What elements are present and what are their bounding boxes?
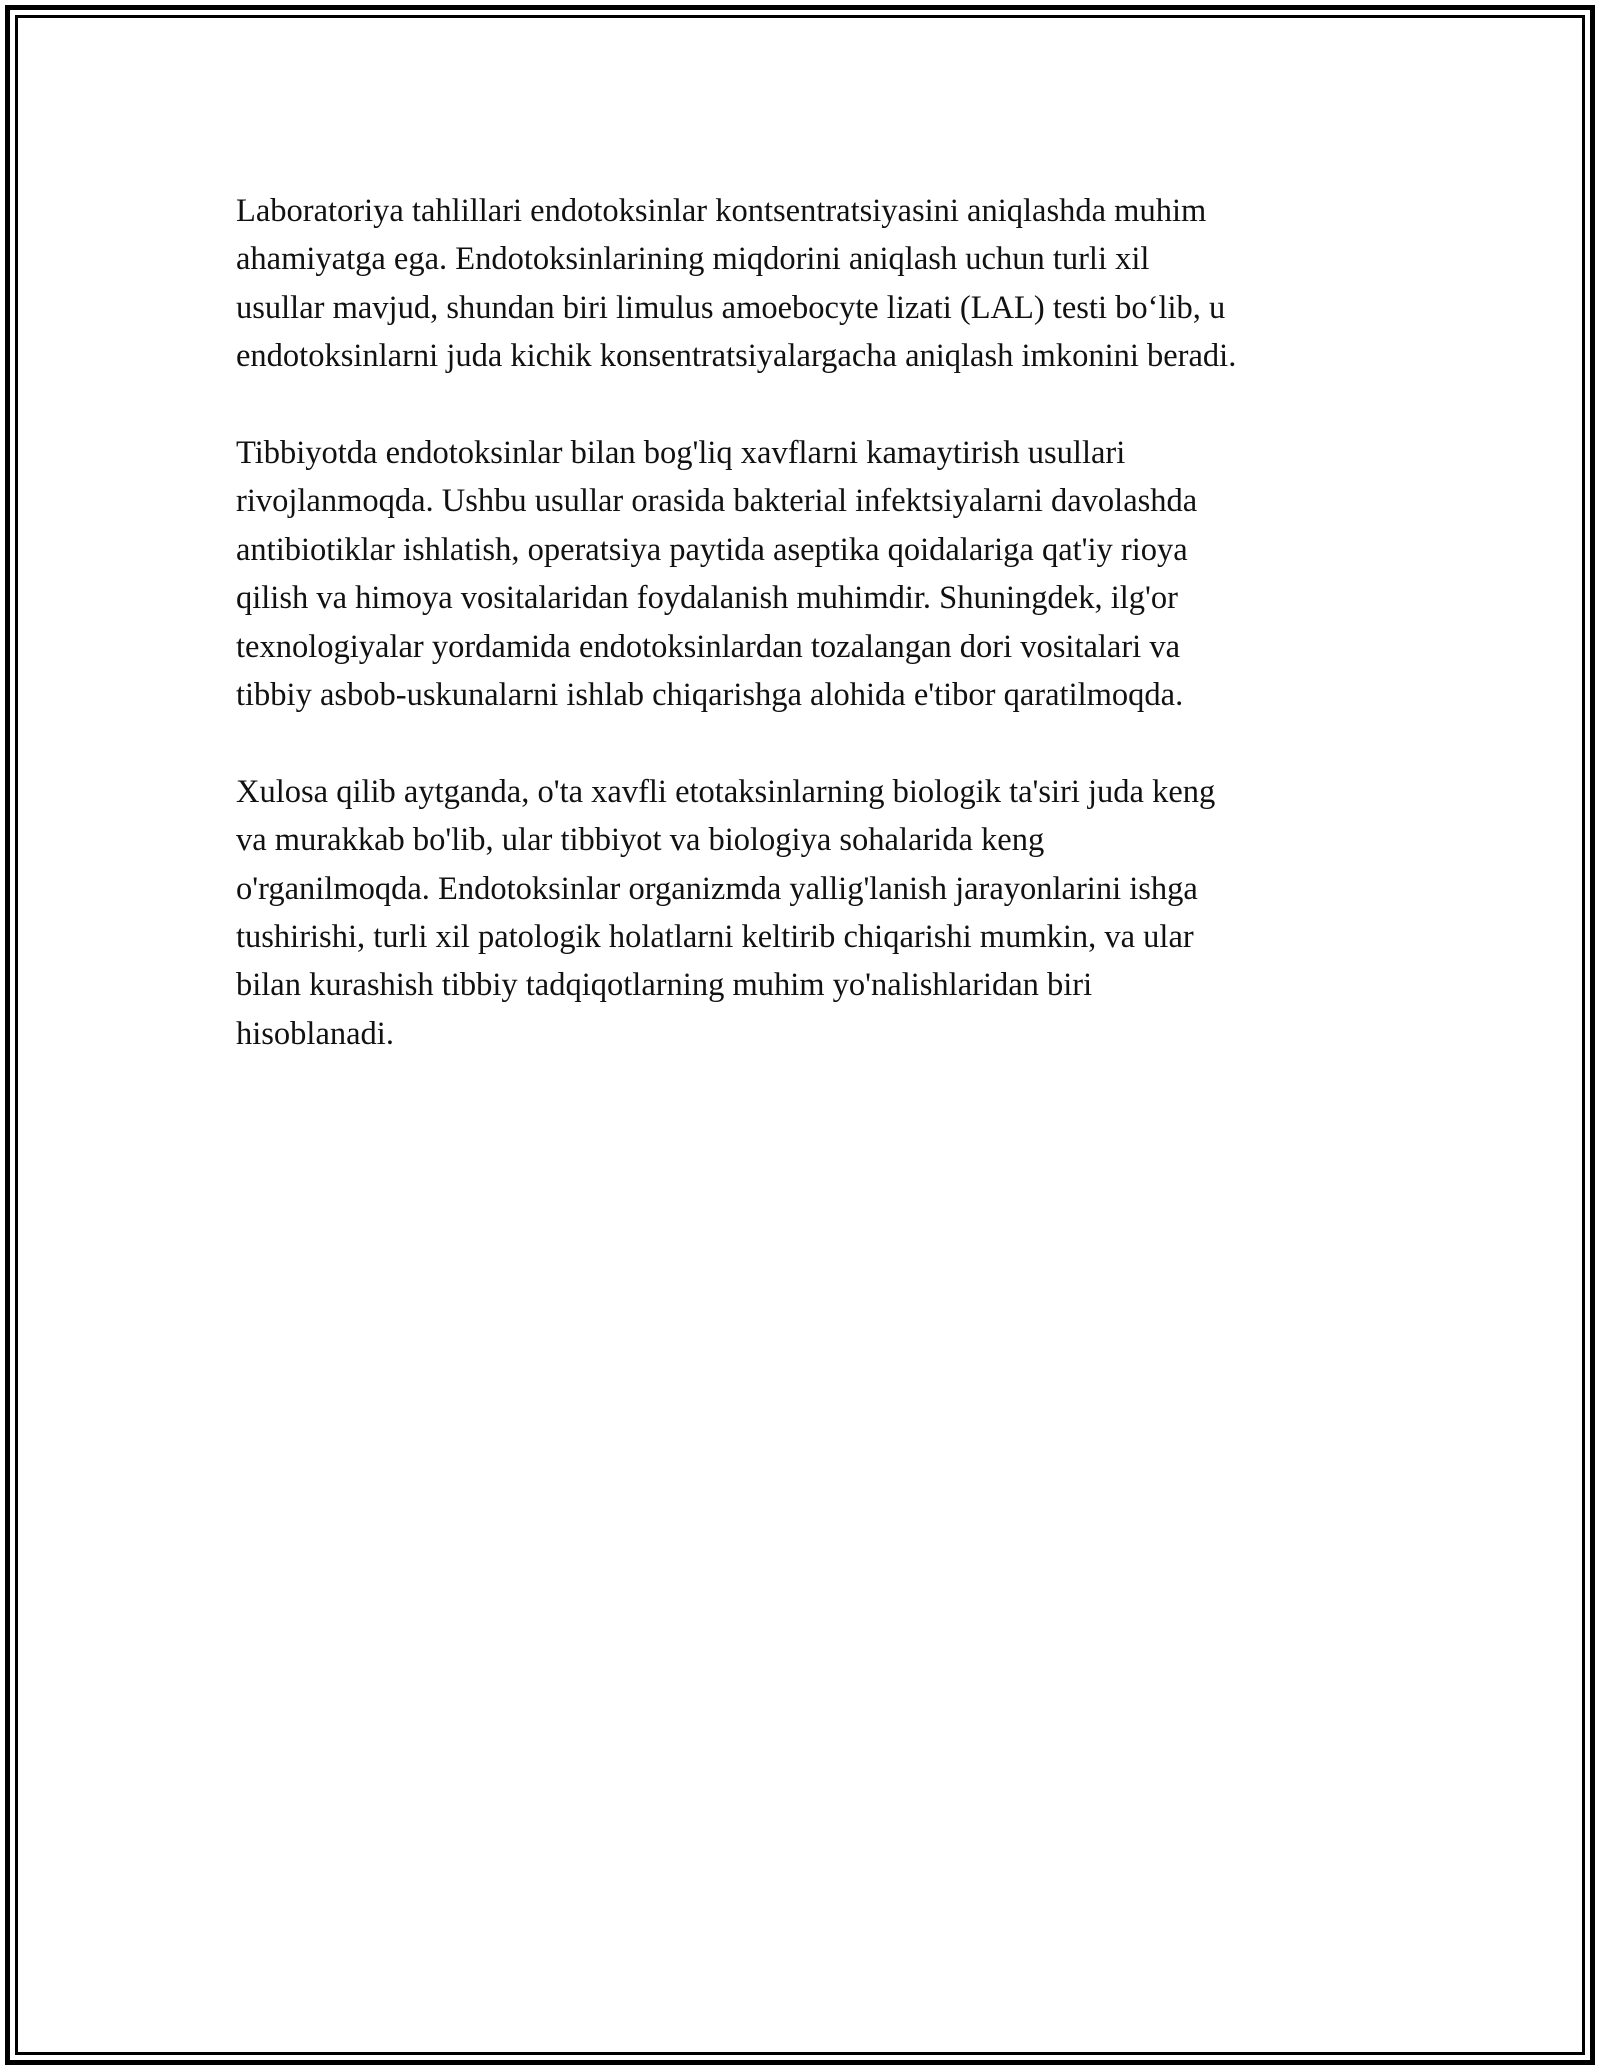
paragraph-medicine-risk-reduction (236, 429, 1396, 719)
paragraph-laboratory-analysis (236, 187, 1396, 381)
text-line: hisoblanadi. (236, 1015, 394, 1052)
text-line: tushirishi, turli xil patologik holatlarni keltirib chiqarishi mumkin, va ular (236, 919, 1194, 956)
text-line: Xulosa qilib aytganda, o'ta xavfli etotaksinlarning biologik ta'siri juda keng (236, 773, 1216, 810)
text-line: texnologiyalar yordamida endotoksinlardan tozalangan dori vositalari va (236, 628, 1181, 665)
text-line: endotoksinlarni juda kichik konsentratsiyalargacha aniqlash imkonini beradi. (236, 338, 1237, 375)
text-line: usullar mavjud, shundan biri limulus amoebocyte lizati (LAL) testi bo‘lib, u (236, 289, 1226, 326)
text-line: o'rganilmoqda. Endotoksinlar organizmda yallig'lanish jarayonlarini ishga (236, 870, 1198, 907)
text-line: va murakkab bo'lib, ular tibbiyot va biologiya sohalarida keng (236, 822, 1045, 859)
text-line: Laboratoriya tahlillari endotoksinlar kontsentratsiyasini aniqlashda muhim (236, 193, 1207, 229)
paragraph-conclusion (236, 768, 1396, 1058)
document-body (236, 187, 1396, 1058)
text-line: ahamiyatga ega. Endotoksinlarining miqdorini aniqlash uchun turli xil (236, 241, 1150, 278)
text-line: bilan kurashish tibbiy tadqiqotlarning muhim yo'nalishlaridan biri (236, 967, 1093, 1004)
text-line: qilish va himoya vositalaridan foydalanish muhimdir. Shuningdek, ilg'or (236, 580, 1178, 617)
text-line: tibbiy asbob-uskunalarni ishlab chiqarishga alohida e'tibor qaratilmoqda. (236, 677, 1184, 714)
text-line: rivojlanmoqda. Ushbu usullar orasida bakterial infektsiyalarni davolashda (236, 483, 1198, 520)
text-line: Tibbiyotda endotoksinlar bilan bog'liq xavflarni kamaytirish usullari (236, 435, 1126, 472)
text-line: antibiotiklar ishlatish, operatsiya paytida aseptika qoidalariga qat'iy rioya (236, 531, 1188, 568)
